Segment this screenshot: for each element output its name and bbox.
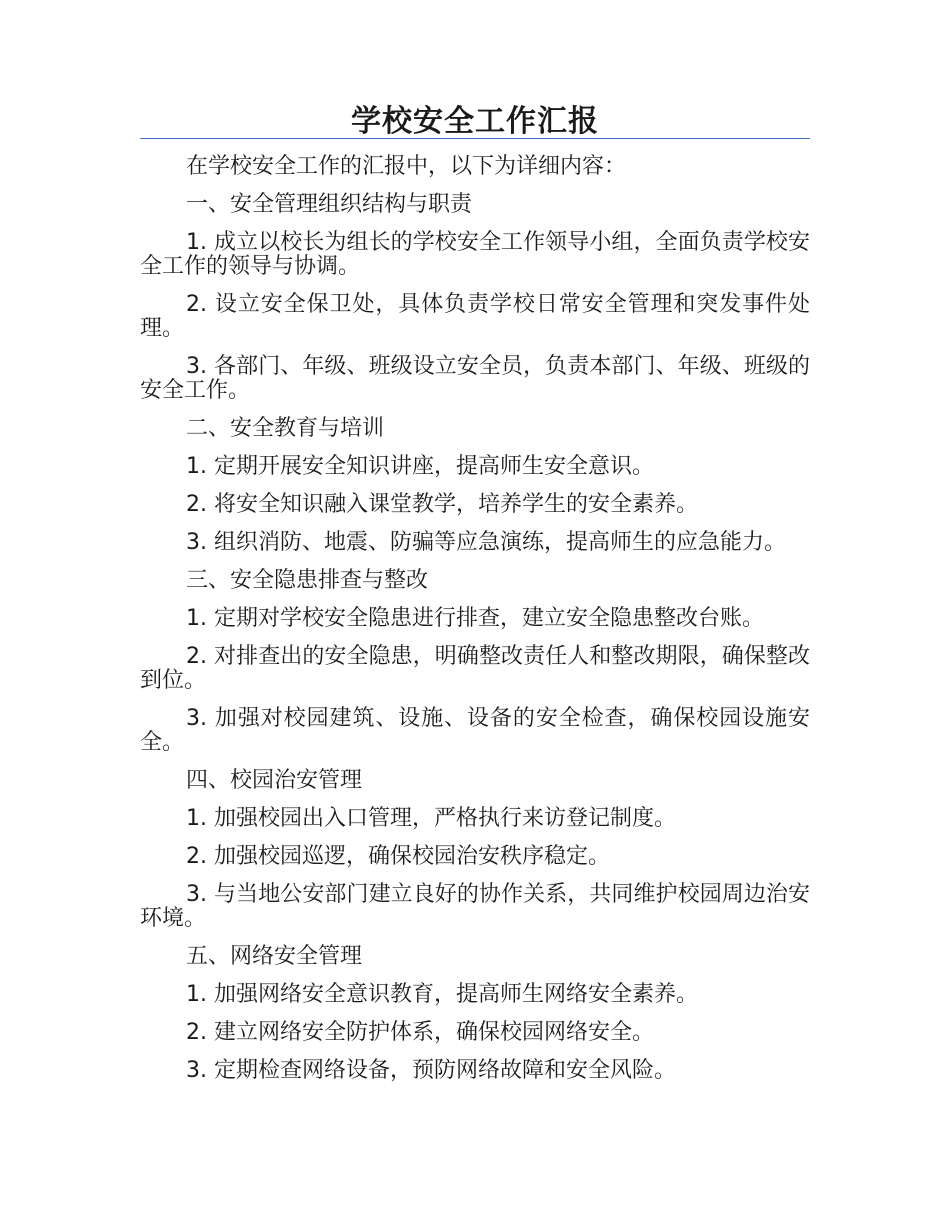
- document-body: [140, 155, 810, 1097]
- list-item: 3. 各部门、年级、班级设立安全员，负责本部门、年级、班级的安全工作。: [140, 354, 810, 403]
- list-item: 3. 与当地公安部门建立良好的协作关系，共同维护校园周边治安环境。: [140, 882, 810, 931]
- section-heading: 一、安全管理组织结构与职责: [186, 192, 473, 217]
- list-item: 2. 建立网络安全防护体系，确保校园网络安全。: [186, 1020, 654, 1045]
- list-item: 2. 设立安全保卫处，具体负责学校日常安全管理和突发事件处理。: [140, 292, 810, 341]
- list-item: 1. 加强网络安全意识教育，提高师生网络安全素养。: [186, 982, 698, 1007]
- list-item: 1. 加强校园出入口管理，严格执行来访登记制度。: [186, 806, 676, 831]
- intro-paragraph: 在学校安全工作的汇报中，以下为详细内容：: [186, 154, 627, 179]
- list-item: 3. 组织消防、地震、防骗等应急演练，提高师生的应急能力。: [186, 530, 786, 555]
- list-item: 2. 将安全知识融入课堂教学，培养学生的安全素养。: [186, 492, 698, 517]
- list-item: 1. 成立以校长为组长的学校安全工作领导小组，全面负责学校安全工作的领导与协调。: [140, 230, 810, 279]
- section-heading: 三、安全隐患排查与整改: [186, 568, 429, 593]
- list-item: 3. 加强对校园建筑、设施、设备的安全检查，确保校园设施安全。: [140, 706, 810, 755]
- section-heading: 五、网络安全管理: [186, 944, 363, 969]
- list-item: 1. 定期开展安全知识讲座，提高师生安全意识。: [186, 454, 654, 479]
- section-heading: 二、安全教育与培训: [186, 416, 385, 441]
- list-item: 2. 加强校园巡逻，确保校园治安秩序稳定。: [186, 844, 610, 869]
- list-item: 2. 对排查出的安全隐患，明确整改责任人和整改期限，确保整改到位。: [140, 644, 810, 693]
- section-heading: 四、校园治安管理: [186, 768, 363, 793]
- list-item: 1. 定期对学校安全隐患进行排查，建立安全隐患整改台账。: [186, 606, 764, 631]
- title-underline: [140, 138, 810, 139]
- list-item: 3. 定期检查网络设备，预防网络故障和安全风险。: [186, 1058, 676, 1083]
- document-title: 学校安全工作汇报: [351, 104, 599, 139]
